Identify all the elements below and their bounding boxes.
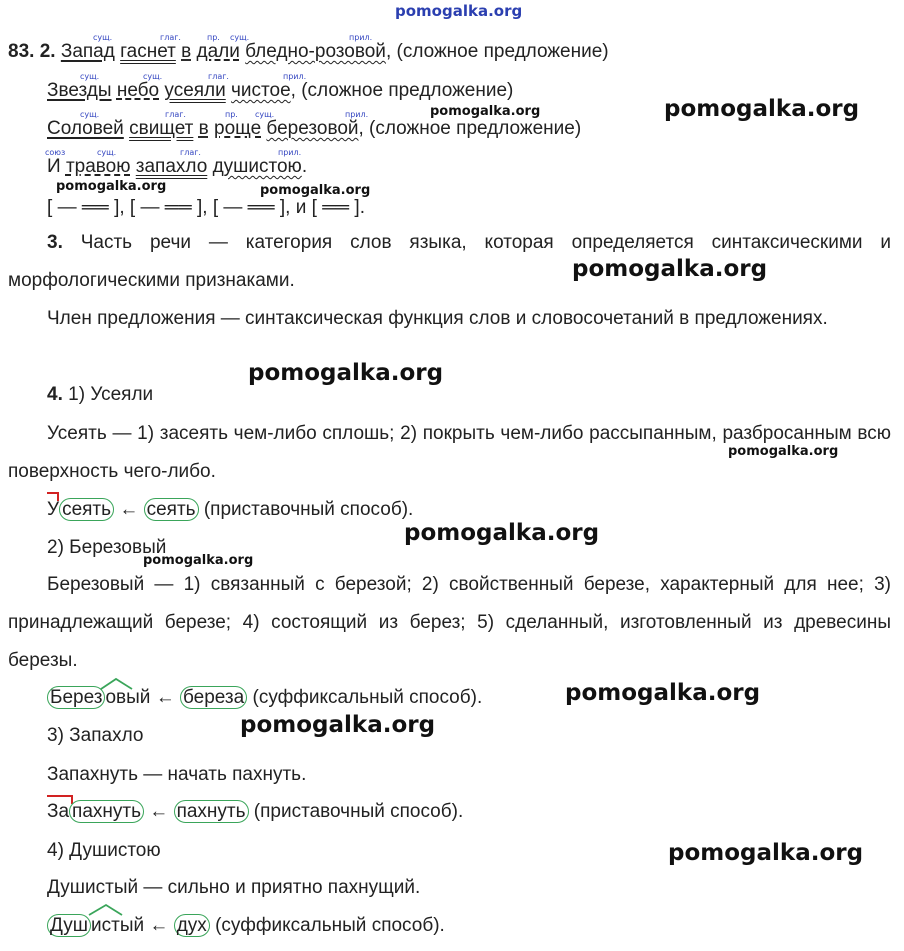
arrow: ← [149,801,169,822]
predicate-word: усеяли [164,80,226,101]
watermark: pomogalka.org [240,712,436,738]
derivation-line [47,800,463,824]
conjunction-word: И [47,156,61,177]
predicate-word: запахло [135,156,208,177]
pos-tag: пр. [207,33,220,42]
watermark: pomogalka.org [56,179,167,194]
pos-tag: прил. [278,148,302,157]
task-number: 83. [8,41,35,62]
sentence-tail: . [301,156,308,177]
watermark: pomogalka.org [430,104,541,119]
pos-tag: прил. [349,33,373,42]
derived-word [47,914,144,937]
sentence-tail: , (сложное предложение) [290,80,514,101]
item-heading: 3) Запахло [47,725,144,746]
object-word: травою [65,156,131,177]
derivation-line [47,914,445,938]
pos-tag: сущ. [255,110,275,119]
part-label: 4. [47,384,63,405]
pos-tag: глаг. [165,110,186,119]
watermark: pomogalka.org [668,840,864,866]
sentence-line-3 [47,117,581,141]
formation-method: (приставочный способ). [253,801,464,822]
sentence-tail: , (сложное предложение) [358,118,582,139]
watermark: pomogalka.org [143,553,254,568]
circumstance-word: дали [196,41,240,62]
pos-tag: глаг. [208,72,229,81]
pos-tag: сущ. [93,33,113,42]
pos-tag: сущ. [230,33,250,42]
arrow: ← [119,499,139,520]
pos-tag: прил. [345,110,369,119]
part3-paragraph-1: 3. Часть речи — категория слов языка, которая определяется синтаксическими и морфологическими признаками. [8,232,891,291]
watermark: pomogalka.org [728,444,839,459]
item-definition: Душистый — сильно и приятно пахнущий. [47,877,421,898]
watermark: pomogalka.org [404,520,600,546]
circumstance-word: роще [214,118,262,139]
arrow: ← [149,915,169,936]
sentence-tail: , (сложное предложение) [385,41,609,62]
pos-tag: сущ. [97,148,117,157]
predicate-word: свищет [129,118,194,139]
pos-tag: глаг. [160,33,181,42]
ending-part: ый [119,915,145,936]
formation-method: (суффиксальный способ). [252,687,483,708]
stem-oval: пахнуть [69,800,144,823]
item-definition: Березовый — 1) связанный с березой; 2) свойственный березе, характерный для нее; 3) принадлежащий березе; 4) состоящий из берез; 5) сделанный, изготовленный из древесины березы. [8,574,891,671]
attribute-word: березовой [266,118,359,139]
watermark: pomogalka.org [664,96,860,122]
item-definition: Усеять — 1) засеять чем-либо сплошь; 2) покрыть чем-либо рассыпанным, разбросанным всю поверхность чего-либо. [8,423,891,482]
item-definition: Запахнуть — начать пахнуть. [47,764,307,785]
pos-tag: прил. [283,72,307,81]
attribute-word: чистое [231,80,291,101]
watermark: pomogalka.org [565,680,761,706]
object-word: небо [116,80,160,101]
part-label: 2. [39,41,56,62]
prefix-part: У [47,499,60,520]
pos-tag: пр. [225,110,238,119]
pos-tag: сущ. [143,72,163,81]
sentence-line-1 [8,40,609,64]
watermark: pomogalka.org [572,256,768,282]
arrow: ← [155,687,175,708]
root-oval: Берез [47,686,105,709]
watermark: pomogalka.org [260,183,371,198]
watermark-top: pomogalka.org [395,2,523,20]
derivation-line [47,498,413,522]
root-oval: Душ [47,914,91,937]
preposition-word: в [181,41,192,62]
sentence-scheme: [ — ══ ], [ — ══ ], [ — ══ ], и [ ══ ]. [47,197,365,218]
subject-word: Соловей [47,118,124,139]
sentence-line-2 [47,79,513,103]
derivation-line [47,686,482,710]
formation-method: (суффиксальный способ). [215,915,445,936]
item-heading: 2) Березовый [47,537,167,558]
subject-word: Звезды [47,80,112,101]
base-word: дух [174,914,210,937]
part3-paragraph-2: Член предложения — синтаксическая функция слов и словосочетаний в предложениях. [47,308,828,329]
item-heading: 4. 1) Усеяли [47,384,154,405]
preposition-word: в [198,118,209,139]
derived-word [47,498,114,521]
derived-word [47,800,144,823]
predicate-word: гаснет [120,41,176,62]
pos-tag: сущ. [80,110,100,119]
suffix-part: ист [91,915,120,936]
base-word: сеять [144,498,199,521]
pos-tag: союз [45,148,66,157]
sentence-line-4 [47,155,307,179]
base-word: береза [180,686,247,709]
suffix-part: ов [105,687,127,708]
pos-tag: глаг. [180,148,201,157]
formation-method: (приставочный способ). [203,499,414,520]
base-word: пахнуть [174,800,249,823]
subject-word: Запад [60,41,115,62]
stem-oval: сеять [59,498,114,521]
item-heading: 4) Душистою [47,840,161,861]
derived-word [47,686,150,709]
part-label: 3. [47,232,63,253]
ending-part: ый [126,687,151,708]
prefix-part: За [47,801,70,822]
watermark: pomogalka.org [248,360,444,386]
attribute-word: бледно-розовой [245,41,386,62]
attribute-word: душистою [212,156,302,177]
pos-tag: сущ. [80,72,100,81]
